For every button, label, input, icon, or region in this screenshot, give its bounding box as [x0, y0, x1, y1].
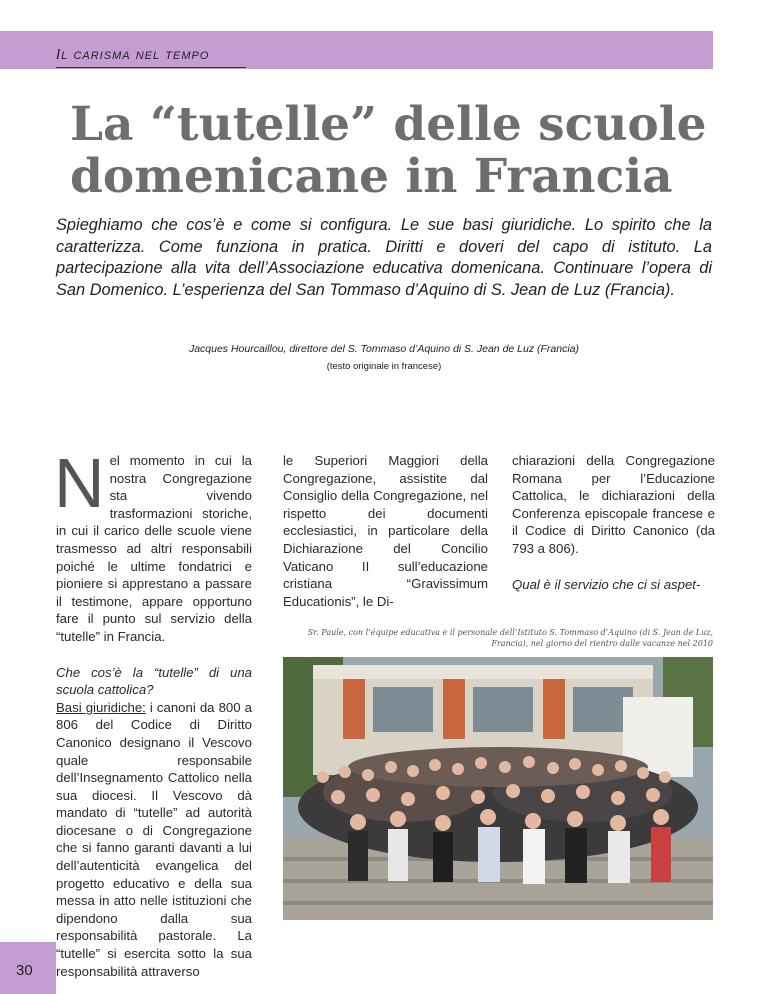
body-column-1: [54, 444, 252, 980]
group-photo: [283, 657, 713, 920]
section-rule: [56, 67, 246, 68]
paragraph-basi: [56, 699, 252, 981]
article-intro: Spieghiamo che cos’è e come si configura. Le sue basi giuridiche. Lo spirito che la caratterizza. Come funziona in pratica. Diritti e doveri del capo di istituto. La partecipazione alla vita dell’Associazione educativa domenicana. Continuare l’opera di San Domenico. L’esperienza del San Tommaso d’Aquino di S. Jean de Luz (Francia).: [56, 216, 712, 299]
page-number: 30: [16, 962, 33, 979]
question-heading-1: Che cos’è la “tutelle” di una scuola cattolica?: [56, 664, 252, 698]
body-column-2: [283, 452, 488, 610]
article-title: [70, 99, 750, 203]
paragraph-col2: le Superiori Maggiori della Congregazione, assistite dal Consiglio della Congregazione, nel rispetto dei documenti ecclesiastici, in particolare della Dichiarazione del Concilio Vaticano II sull’educazione cristiana “Gravissimum Educationis”, le Di-: [283, 453, 488, 609]
paragraph-col3: chiarazioni della Congregazione Romana per l’Educazione Cattolica, le dichiarazioni della Conferenza episcopale francese e il Codice di Diritto Canonico (da 793 a 806).: [512, 453, 715, 556]
question-heading-2: Qual è il servizio che ci si aspet-: [512, 576, 701, 592]
basi-label: Basi giuridiche:: [56, 699, 146, 715]
photo-caption: Sr. Paule, con l’équipe educativa e il personale dell’Istituto S. Tommaso d’Aquino (di S. Jean de Luz, Francia), nel giorno del rientro dalle vacanze nel 2010: [307, 628, 713, 648]
title-line-1: La “tutelle” delle scuole: [70, 97, 707, 152]
author-byline: Jacques Hourcaillou, direttore del S. Tommaso d’Aquino di S. Jean de Luz (Francia): [188, 343, 580, 355]
section-label: Il carisma nel tempo: [56, 46, 210, 63]
body-column-3: [512, 452, 715, 593]
title-line-2: domenicane in Francia: [70, 149, 673, 204]
original-language-note: (testo originale in francese): [326, 361, 442, 372]
drop-cap: N: [54, 444, 105, 522]
basi-text: i canoni da 800 a 806 del Codice di Diritto Canonico designano il Vescovo quale responsabile dell’Insegnamento Cattolico nella sua diocesi. Il Vescovo dà mandato di “tutelle” ad autorità diocesane o di Congregazione che si fanno garanti davanti a lui dell’autenticità evangelica del progetto educativo e della sua messa in atto nelle istituzioni che dipendono dalla sua responsabilità pastorale. La “tutelle” si esercita sotto la sua responsabilità attraverso: [56, 699, 252, 979]
paragraph-intro: el momento in cui la nostra Congregazione sta vivendo trasformazioni storiche, in cui il carico delle scuole viene trasmesso ad altri responsabili poiché le ultime fondatrici e pioniere si apprestano a passare il testimone, appare opportuno fare il punto sul servizio della “tutelle” in Francia.: [56, 453, 252, 644]
